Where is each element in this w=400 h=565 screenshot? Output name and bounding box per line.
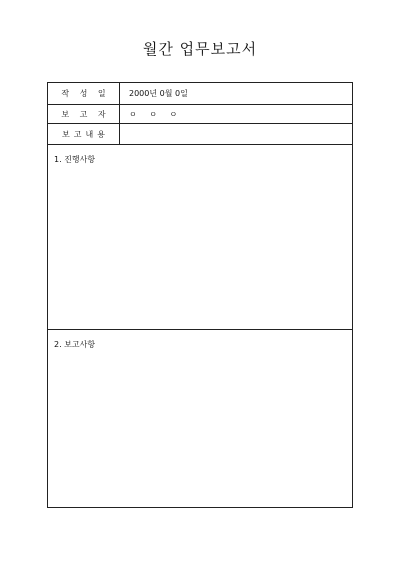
progress-section: [48, 145, 352, 330]
date-label: 작 성 일: [48, 83, 120, 104]
report-section: [48, 330, 352, 507]
report-section-body: [54, 354, 346, 501]
report-section-heading: 2. 보고사항: [54, 340, 96, 349]
progress-section-body: [54, 169, 346, 323]
date-value: 2000년 0월 0일: [129, 89, 188, 98]
report-form: [47, 82, 353, 508]
reporter-value: ㅇ ㅇ ㅇ: [129, 109, 183, 119]
reporter-row: [48, 105, 352, 124]
progress-section-heading: 1. 진행사항: [54, 155, 96, 164]
content-label: 보고내용: [48, 124, 120, 144]
date-row: [48, 83, 352, 105]
content-value: [120, 124, 352, 144]
content-row: [48, 124, 352, 145]
document-title: 월간 업무보고서: [142, 40, 258, 58]
reporter-label: 보 고 자: [48, 105, 120, 123]
